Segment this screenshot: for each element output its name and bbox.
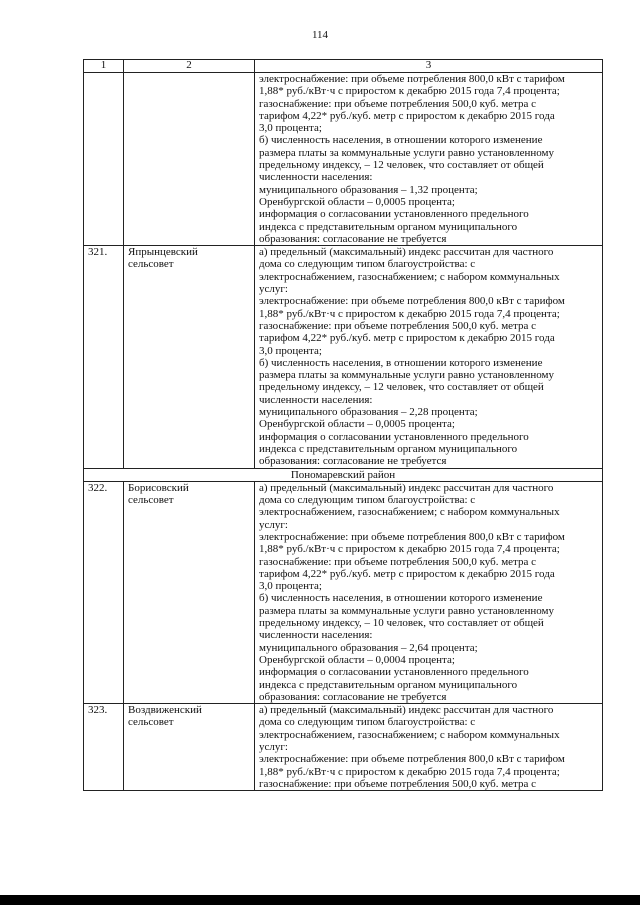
- description-line: информация о согласовании установленного предельного: [259, 430, 529, 443]
- description-line: предельному индексу, – 12 человек, что составляет от общей: [259, 381, 544, 394]
- row-number: 321.: [84, 246, 124, 468]
- description-line: а) предельный (максимальный) индекс рассчитан для частного: [259, 481, 554, 494]
- table-row: [84, 481, 603, 703]
- description-line: электроснабжением, газоснабжением; с набором коммунальных: [259, 506, 560, 519]
- table-row: [84, 73, 603, 246]
- municipality-name-line: сельсовет: [128, 716, 174, 729]
- description-line: индекса с представительным органом муниципального: [259, 442, 518, 455]
- description-line: газоснабжение: при объеме потребления 500,0 куб. метра с: [259, 319, 537, 332]
- description-line: 1,88* руб./кВт·ч с приростом к декабрю 2015 года 7,4 процента;: [259, 307, 560, 320]
- description-line: численности населения:: [259, 393, 373, 406]
- table-row: [84, 704, 603, 791]
- region-label: Пономаревский район: [84, 468, 603, 481]
- description-line: электроснабжение: при объеме потребления 800,0 кВт с тарифом: [259, 530, 565, 543]
- description-line: электроснабжение: при объеме потребления 800,0 кВт с тарифом: [259, 73, 565, 85]
- description-line: Оренбургской области – 0,0005 процента;: [259, 418, 455, 431]
- description-line: б) численность населения, в отношении которого изменение: [259, 592, 543, 605]
- description-line: тарифом 4,22* руб./куб. метр с приростом к декабрю 2015 года: [259, 109, 555, 122]
- description-line: размера платы за коммунальные услуги равно установленному: [259, 146, 554, 159]
- municipality-name-line: сельсовет: [128, 494, 174, 507]
- description-line: дома со следующим типом благоустройства: с: [259, 716, 476, 729]
- description-line: образования: согласование не требуется: [259, 455, 447, 468]
- description-line: 3,0 процента;: [259, 344, 322, 357]
- index-description: [255, 246, 603, 468]
- row-number: 323.: [84, 704, 124, 791]
- description-line: образования: согласование не требуется: [259, 690, 447, 703]
- description-line: размера платы за коммунальные услуги равно установленному: [259, 604, 554, 617]
- description-line: численности населения:: [259, 171, 373, 184]
- description-line: электроснабжением, газоснабжением; с набором коммунальных: [259, 728, 560, 741]
- scan-edge-bar: [0, 895, 640, 905]
- description-line: Оренбургской области – 0,0004 процента;: [259, 653, 455, 666]
- description-line: муниципального образования – 2,28 процента;: [259, 406, 478, 419]
- description-line: 1,88* руб./кВт·ч с приростом к декабрю 2015 года 7,4 процента;: [259, 543, 560, 556]
- description-line: 1,88* руб./кВт·ч с приростом к декабрю 2015 года 7,4 процента;: [259, 765, 560, 778]
- region-row: [84, 468, 603, 481]
- description-line: дома со следующим типом благоустройства: с: [259, 494, 476, 507]
- municipality-name: [124, 246, 255, 468]
- municipality-name: [124, 481, 255, 703]
- description-line: индекса с представительным органом муниципального: [259, 678, 518, 691]
- description-line: 1,88* руб./кВт·ч с приростом к декабрю 2015 года 7,4 процента;: [259, 85, 560, 98]
- description-line: услуг:: [259, 283, 288, 296]
- description-line: электроснабжение: при объеме потребления 800,0 кВт с тарифом: [259, 753, 565, 766]
- description-line: дома со следующим типом благоустройства: с: [259, 258, 476, 271]
- description-line: газоснабжение: при объеме потребления 500,0 куб. метра с: [259, 555, 537, 568]
- table-header-row: [84, 60, 603, 73]
- description-line: предельному индексу, – 12 человек, что составляет от общей: [259, 159, 544, 172]
- description-line: Оренбургской области – 0,0005 процента;: [259, 195, 455, 208]
- row-number: 322.: [84, 481, 124, 703]
- index-description: [255, 704, 603, 791]
- page-number: 114: [311, 29, 329, 41]
- description-line: предельному индексу, – 10 человек, что составляет от общей: [259, 617, 544, 630]
- description-line: газоснабжение: при объеме потребления 500,0 куб. метра с: [259, 777, 537, 790]
- description-line: б) численность населения, в отношении которого изменение: [259, 356, 543, 369]
- description-line: газоснабжение: при объеме потребления 500,0 куб. метра с: [259, 97, 537, 110]
- description-line: муниципального образования – 1,32 процента;: [259, 183, 478, 196]
- index-description: [255, 481, 603, 703]
- description-line: б) численность населения, в отношении которого изменение: [259, 134, 543, 147]
- description-line: индекса с представительным органом муниципального: [259, 220, 518, 233]
- description-line: 3,0 процента;: [259, 122, 322, 135]
- municipality-name-line: Борисовский: [128, 481, 189, 494]
- description-line: информация о согласовании установленного предельного: [259, 208, 529, 221]
- column-header: 2: [124, 60, 255, 73]
- description-line: численности населения:: [259, 629, 373, 642]
- municipality-name: [124, 704, 255, 791]
- column-header: 1: [84, 60, 124, 73]
- description-line: а) предельный (максимальный) индекс рассчитан для частного: [259, 246, 554, 259]
- row-number: [84, 73, 124, 246]
- description-line: муниципального образования – 2,64 процента;: [259, 641, 478, 654]
- municipality-name-line: Япрынцевский: [128, 246, 198, 259]
- description-line: электроснабжение: при объеме потребления 800,0 кВт с тарифом: [259, 295, 565, 308]
- description-line: размера платы за коммунальные услуги равно установленному: [259, 369, 554, 382]
- description-line: электроснабжением, газоснабжением; с набором коммунальных: [259, 270, 560, 283]
- document-table: [83, 59, 603, 791]
- description-line: 3,0 процента;: [259, 580, 322, 593]
- column-header: 3: [255, 60, 603, 73]
- table-body: [84, 73, 603, 791]
- description-line: информация о согласовании установленного предельного: [259, 666, 529, 679]
- municipality-name-line: сельсовет: [128, 258, 174, 271]
- municipality-name: [124, 73, 255, 246]
- description-line: образования: согласование не требуется: [259, 232, 447, 245]
- index-description: [255, 73, 603, 246]
- municipality-name-line: Воздвиженский: [128, 704, 202, 717]
- table-row: [84, 246, 603, 468]
- description-line: услуг:: [259, 741, 288, 754]
- description-line: услуг:: [259, 518, 288, 531]
- description-line: тарифом 4,22* руб./куб. метр с приростом к декабрю 2015 года: [259, 332, 555, 345]
- description-line: а) предельный (максимальный) индекс рассчитан для частного: [259, 704, 554, 717]
- description-line: тарифом 4,22* руб./куб. метр с приростом к декабрю 2015 года: [259, 567, 555, 580]
